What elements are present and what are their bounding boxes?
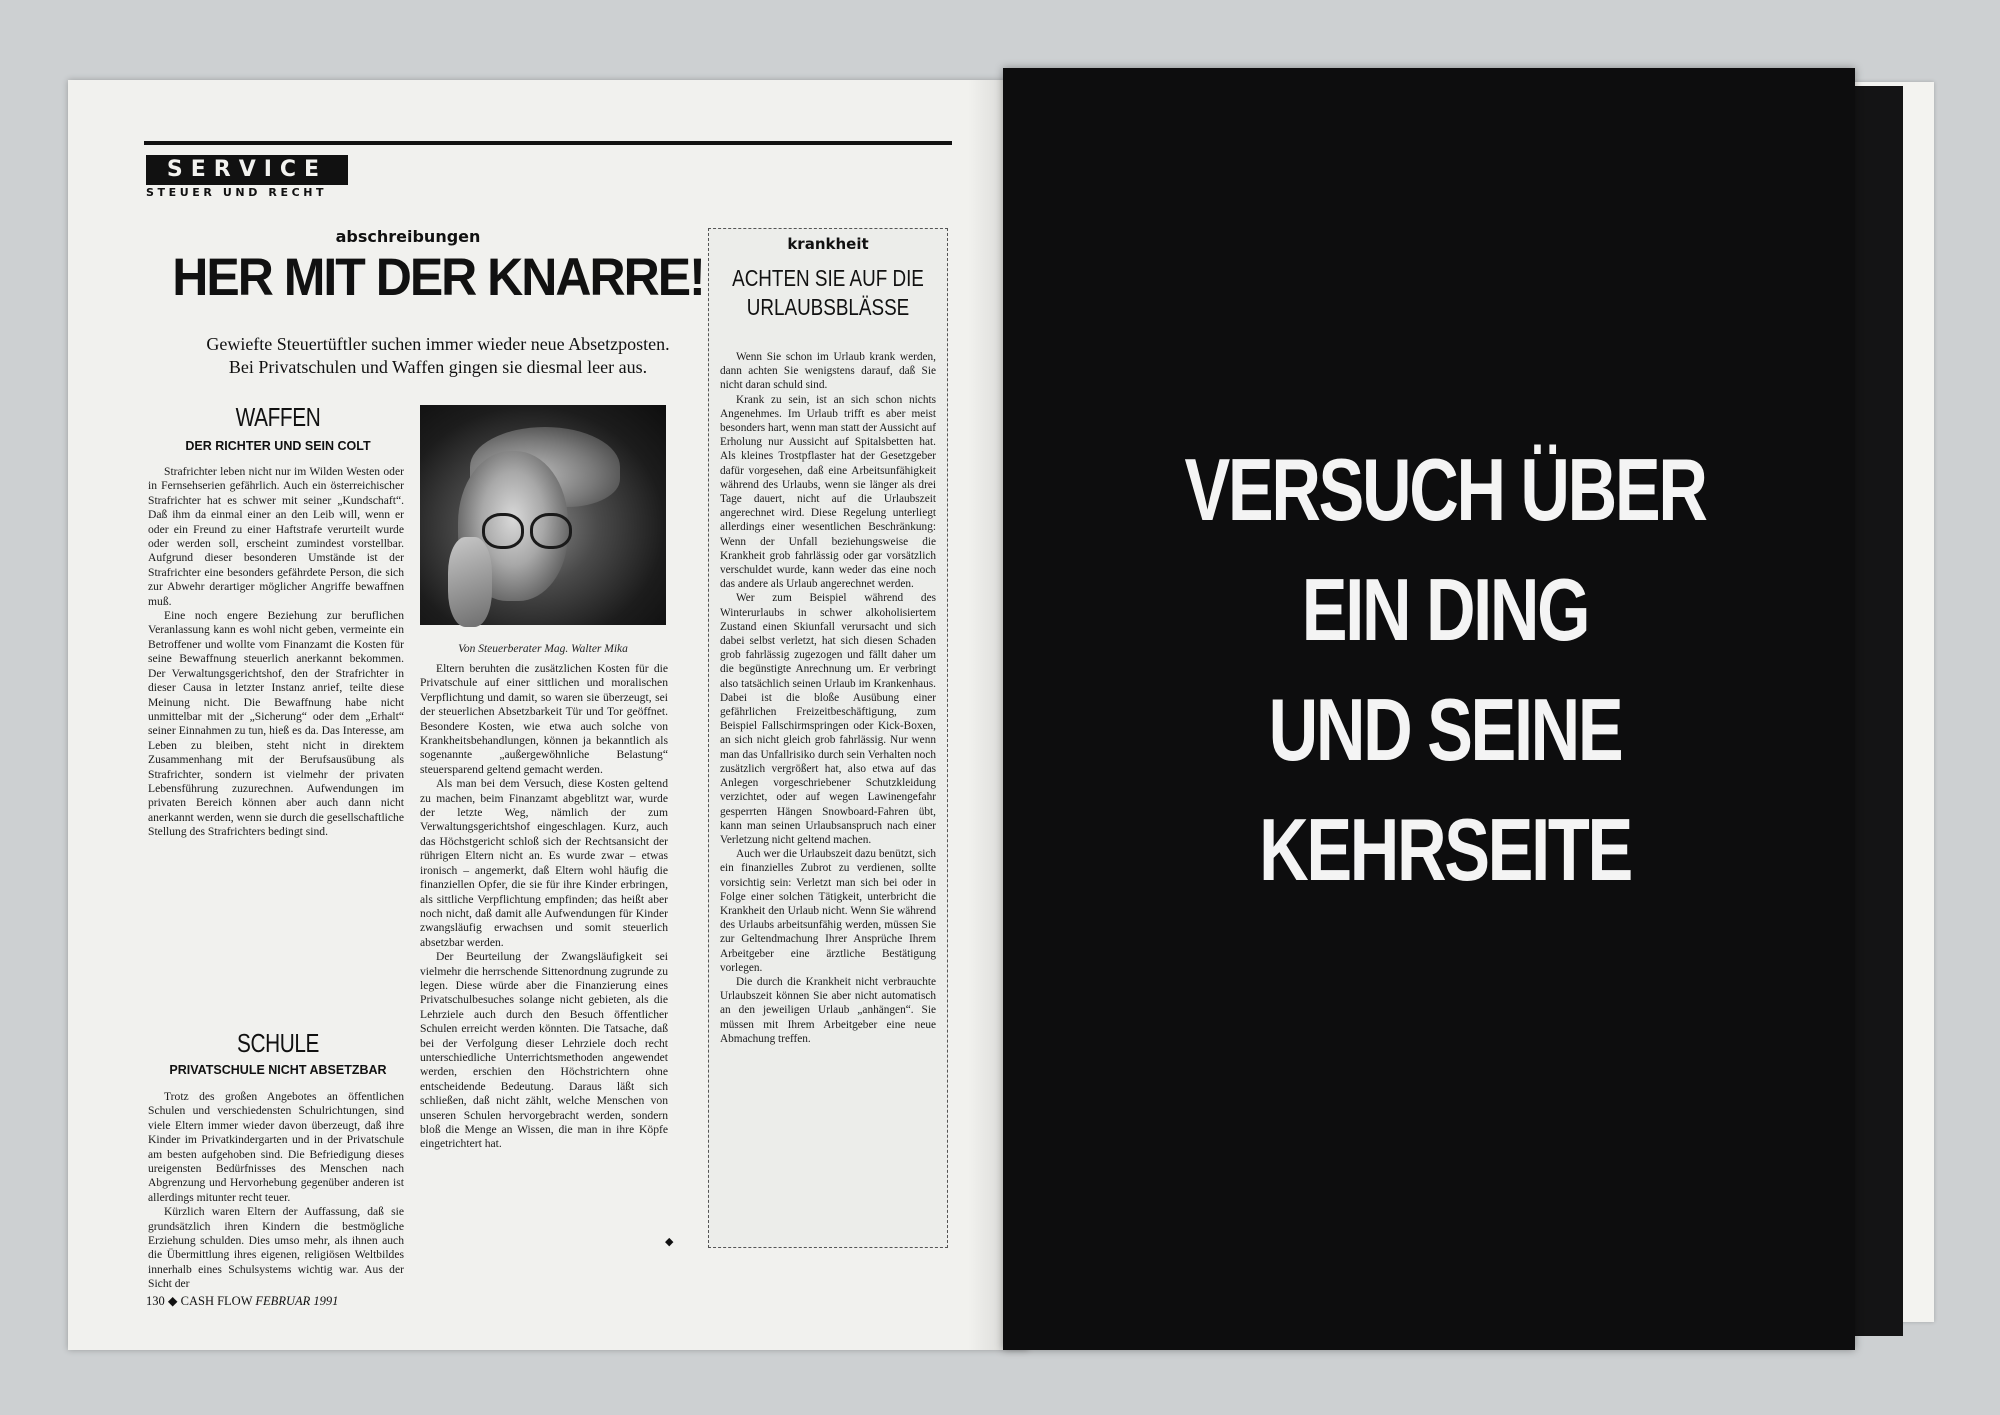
top-rule <box>144 141 952 145</box>
article-headline: HER MIT DER KNARRE! <box>172 247 704 307</box>
photo-glasses-right <box>530 513 572 549</box>
section-subtitle: STEUER UND RECHT <box>146 186 328 199</box>
diamond-icon: ◆ <box>167 1294 178 1308</box>
sidebar-headline <box>720 264 936 322</box>
sidebar-headline-line: ACHTEN SIE AUF DIE <box>732 265 924 291</box>
column-waffen <box>148 465 404 1005</box>
portrait-photo <box>420 405 666 625</box>
feature-title-line: EIN DING <box>1301 560 1589 659</box>
section-sub-schule: PRIVATSCHULE NICHT ABSETZBAR <box>169 1063 387 1077</box>
paragraph: Trotz des großen Angebotes an öffentlichen Schulen und verschiedensten Schulrichtungen, sind viele Eltern immer wieder davon überzeugt, daß ihre Kinder im Privatkindergarten und in der Privatschule am besten aufgehoben sind. Die Befriedigung dieses ureigensten Bedürfnisses des Menschen nach Abgrenzung und Hervorhebung gegenüber anderen ist allerdings mitunter recht teuer. <box>148 1090 404 1204</box>
magazine-name: CASH FLOW <box>180 1294 253 1308</box>
right-page-edge <box>1855 86 1903 1336</box>
paragraph: Die durch die Krankheit nicht verbrauchte Urlaubszeit können Sie aber nicht automatisch an den jeweiligen Urlaub „anhängen“. Sie müssen mit Ihrem Arbeitgeber eine neue Abmachung treffen. <box>720 975 936 1045</box>
section-head-schule: SCHULE <box>237 1028 319 1058</box>
section-head-waffen: WAFFEN <box>235 402 321 432</box>
feature-title <box>1172 430 1718 910</box>
sidebar-text <box>720 350 936 1240</box>
section-label: SERVICE <box>146 155 348 185</box>
photo-hand <box>448 537 492 627</box>
left-page <box>68 80 1028 1350</box>
sidebar-headline-line: URLAUBSBLÄSSE <box>746 294 910 320</box>
paragraph: Der Beurteilung der Zwangsläufigkeit sei vielmehr die herrschende Sittenordnung zugrunde zu legen. Diese würde aber die Finanzierung eines Privatschulbesuches solange nicht gebieten, als die Lehrziele auch durch den Besuch öffentlicher Schulen erreicht werden könnten. Die Tatsache, daß bei der Verfolgung dieser Lehrziele doch recht unterschiedliche Unterrichtsmethoden angewendet werden, erschien den Höchstrichtern ohne entscheidende Bedeutung. Daraus läßt sich schließen, daß nicht zählt, welche Menschen von unseren Schulen hervorgebracht werden, sondern bloß die Menge an Wissen, die man in ihre Köpfe eingetrichtert hat. <box>420 950 668 1151</box>
deck-line: Gewiefte Steuertüftler suchen immer wieder neue Absetzposten. <box>206 334 670 354</box>
page-number: 130 <box>146 1294 165 1308</box>
feature-title-line: VERSUCH ÜBER <box>1184 440 1706 539</box>
paragraph: Auch wer die Urlaubszeit dazu benützt, sich ein finanzielles Zubrot zu verdienen, sollte vorsichtig sein: Verletzt man sich bei oder in Folge einer solchen Tätigkeit, unterbricht die Krankheit den Urlaub nicht. Wenn Sie während des Urlaubs arbeitsunfähig werden, müssen Sie zur Geltendmachung Ihrer Ansprüche Ihrem Arbeitgeber eine ärztliche Bestätigung vorlegen. <box>720 848 936 974</box>
paragraph: Wenn Sie schon im Urlaub krank werden, dann achten Sie wenigstens darauf, daß Sie nicht daran schuld sind. <box>720 351 936 392</box>
deck-line: Bei Privatschulen und Waffen gingen sie diesmal leer aus. <box>228 357 648 377</box>
article-deck <box>148 333 728 379</box>
paragraph: Eltern beruhten die zusätzlichen Kosten für die Privatschule auf einer sittlichen und moralischen Verpflichtung und damit, so waren sie überzeugt, sei der steuerlichen Absetzbarkeit Tür und Tor geöffnet. Besondere Kosten, wie etwa auch solche von Krankheitsbehandlungen, können ja bekanntlich als sogenannte „außergewöhnliche Belastung“ steuersparend geltend gemacht werden. <box>420 662 668 776</box>
photo-caption: Von Steuerberater Mag. Walter Mika <box>458 643 628 655</box>
column-middle <box>420 662 668 1250</box>
paragraph: Wer zum Beispiel während des Winterurlaubs in schwer alkoholisiertem Zustand einen Skiunfall verursacht und sich dabei selbst verletzt, hat sich diesen Schaden grob fahrlässig zugezogen und fällt daher um die begünstigte Anrechnung um. Er verbringt also tatsächlich seinen Urlaub im Krankenhaus. Dabei ist die bloße Ausübung einer gefährlichen Freizeitbeschäftigung, zum Beispiel Fallschirmspringen oder Kick-Boxen, an sich nicht gleich grob fahrlässig. Nur wenn man das Unfallrisiko durch sein Verhalten noch zusätzlich vergrößert hat, also etwa auf das Anlegen vorgeschriebener Schutzkleidung verzichtet, oder auf wegen Lawinengefahr gesperrten Hängen Snowboard-Fahren übt, kann man seinen Urlaubsanspruch nach einer Verletzung nicht geltend machen. <box>720 592 936 846</box>
column-schule <box>148 1090 404 1291</box>
feature-title-line: UND SEINE <box>1268 680 1622 779</box>
paragraph: Eine noch engere Beziehung zur beruflichen Veranlassung kann es wohl nicht geben, vermeinte ein Betroffener und wollte vom Finanzamt die Kosten für seine Bewaffnung steuerlich anerkannt bekommen. Der Verwaltungsgerichtshof, den der Strafrichter in dieser Causa in letzter Instanz anrief, teilte diese Meinung nicht. Die Bewaffnung habe nicht unmittelbar mit der „Sicherung“ oder dem „Erhalt“ seiner Einnahmen zu tun, hieß es da. Das Interesse, am Leben zu bleiben, steht nicht in direktem Zusammenhang mit der Berufsausübung als Strafrichter, sondern ist vielmehr der privaten Lebensführung zuzurechnen. Aufwendungen im privaten Bereich können aber auch dann nicht anerkannt werden, wenn sie durch die gesellschaftliche Stellung des Strafrichters bedingt sind. <box>148 609 404 839</box>
sidebar-kicker: krankheit <box>787 235 869 253</box>
end-diamond-icon: ◆ <box>665 1236 674 1248</box>
issue-date: FEBRUAR 1991 <box>255 1294 339 1308</box>
page-folio <box>146 1293 338 1309</box>
paragraph: Kürzlich waren Eltern der Auffassung, daß sie grundsätzlich ihren Kindern die bestmögliche Erziehung schulden. Dies umso mehr, als ihnen auch die Übermittlung ihres eigenen, religiösen Weltbildes innerhalb eines Schulsystems wichtig war. Aus der Sicht der <box>148 1205 404 1291</box>
article-kicker: abschreibungen <box>335 227 481 246</box>
photo-glasses-left <box>482 513 524 549</box>
feature-title-line: KEHRSEITE <box>1259 800 1631 899</box>
paragraph: Krank zu sein, ist an sich schon nichts Angenehmes. Im Urlaub trifft es aber meist besonders hart, wenn man statt der Aussicht auf Erholung nur Aussicht auf Spitalsbetten hat. Als kleines Trostpflaster hat der Gesetzgeber dafür vorgesehen, daß eine Arbeitsunfähigkeit während des Urlaubs, wenn sie länger als drei Tage dauert, nicht auf die Urlaubszeit angerechnet wird. Diese Regelung unterliegt allerdings einer wesentlichen Beschränkung: Wenn der Unfall beziehungsweise die Krankheit grob fahrlässig oder gar vorsätzlich verschuldet wurde, kann weder das eine noch das andere als Urlaub angerechnet werden. <box>720 393 936 591</box>
paragraph: Strafrichter leben nicht nur im Wilden Westen oder in Fernsehserien gefährlich. Auch ein österreichischer Strafrichter hat es schwer mit seiner „Kundschaft“. Daß ihm da einmal einer an den Leib will, wenn er oder ein Freund zu einer Haftstrafe verurteilt wurde oder werden soll, erscheint zumindest vorstellbar. Aufgrund dieser besonderen Umstände ist der Strafrichter eine besonders gefährdete Person, die sich zur Abwehr derartiger möglicher Angriffe bewaffnen muß. <box>148 465 404 608</box>
section-sub-waffen: DER RICHTER UND SEIN COLT <box>185 439 371 453</box>
paragraph: Als man bei dem Versuch, diese Kosten geltend zu machen, beim Finanzamt abgeblitzt war, wurde der letzte Weg, nämlich der zum Verwaltungsgerichtshof eingeschlagen. Kurz, auch das Höchstgericht schloß sich der Rechtsansicht der rührigen Eltern nicht an. Es wurde zwar – etwas ironisch – angemerkt, daß Eltern wohl häufig die finanziellen Opfer, die sie für ihre Kinder erbringen, als sittliche Verpflichtung empfinden; das heißt aber noch nicht, daß damit alle Aufwendungen für Kinder zwangsläufig erwachsen und somit steuerlich absetzbar werden. <box>420 777 668 949</box>
